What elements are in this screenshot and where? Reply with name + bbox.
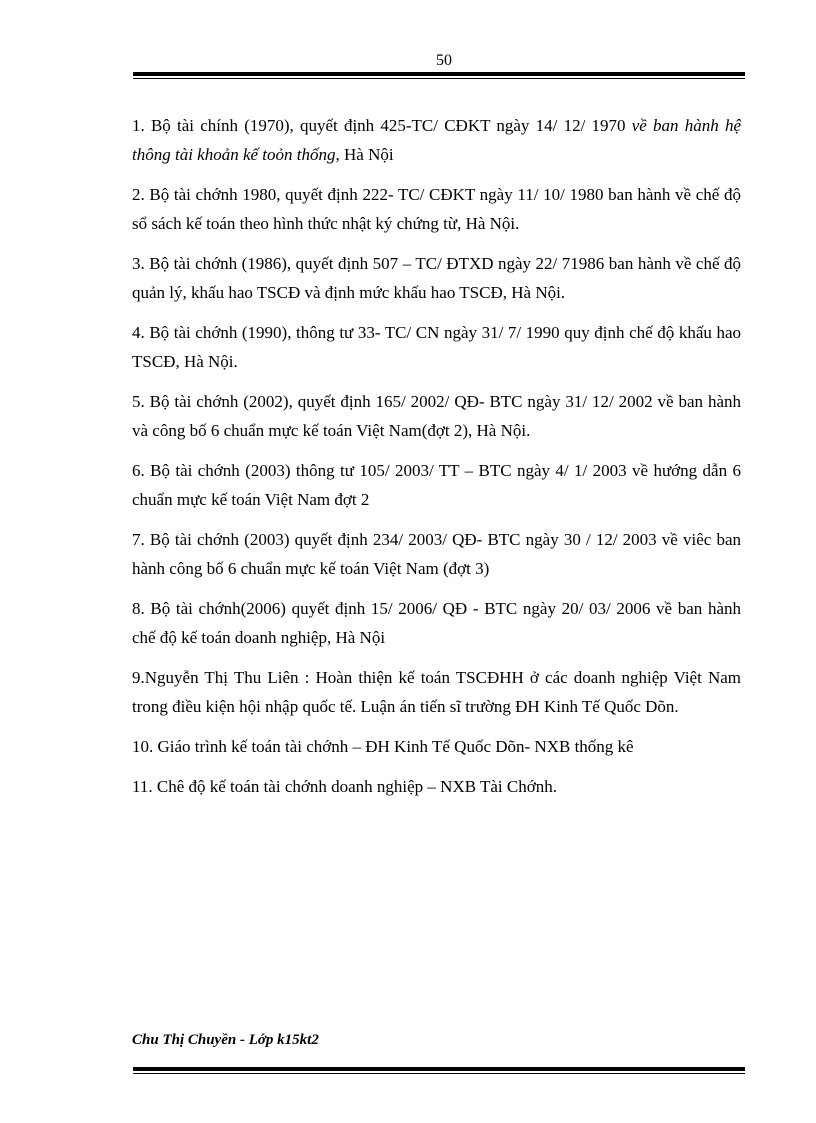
reference-text: Giáo trình kế toán tài chớnh – ĐH Kinh Tế Quốc Dõn- NXB thống kê: [153, 737, 634, 756]
reference-item: [132, 111, 741, 169]
reference-number: 5.: [132, 392, 145, 411]
reference-item: [132, 180, 741, 238]
reference-text: Bộ tài chớnh (1990), thông tư 33- TC/ CN ngày 31/ 7/ 1990 quy định chế độ khấu hao TSCĐ, Hà Nội.: [132, 323, 741, 371]
reference-item: [132, 387, 741, 445]
reference-text: Bộ tài chớnh (2003) thông tư 105/ 2003/ TT – BTC ngày 4/ 1/ 2003 về hướng dẫn 6 chuẩn mực kế toán Việt Nam đợt 2: [132, 461, 741, 509]
reference-text: Bộ tài chớnh(2006) quyết định 15/ 2006/ QĐ - BTC ngày 20/ 03/ 2006 về ban hành chế độ kế toán doanh nghiệp, Hà Nội: [132, 599, 741, 647]
reference-item: [132, 525, 741, 583]
reference-item: [132, 249, 741, 307]
reference-item: [132, 456, 741, 514]
reference-text: Bộ tài chớnh 1980, quyết định 222- TC/ CĐKT ngày 11/ 10/ 1980 ban hành về chế độ sổ sách kế toán theo hình thức nhật ký chứng từ, Hà Nội.: [132, 185, 741, 233]
reference-item: [132, 732, 741, 761]
reference-number: 4.: [132, 323, 145, 342]
reference-number: 8.: [132, 599, 145, 618]
reference-item: [132, 318, 741, 376]
reference-text: Nguyễn Thị Thu Liên : Hoàn thiện kế toán TSCĐHH ở các doanh nghiệp Việt Nam trong điều kiện hội nhập quốc tế. Luận án tiến sĩ trường ĐH Kinh Tế Quốc Dõn.: [132, 668, 741, 716]
reference-text: Bộ tài chớnh (2002), quyết định 165/ 2002/ QĐ- BTC ngày 31/ 12/ 2002 về ban hành và công bố 6 chuẩn mực kế toán Việt Nam(đợt 2), Hà Nội.: [132, 392, 741, 440]
reference-text: , Hà Nội: [335, 145, 394, 164]
reference-item: [132, 594, 741, 652]
reference-item: [132, 772, 741, 801]
header-rule: [133, 72, 745, 79]
reference-number: 6.: [132, 461, 145, 480]
reference-number: 1.: [132, 116, 145, 135]
reference-text: Chê độ kế toán tài chớnh doanh nghiệp – NXB Tài Chớnh.: [152, 777, 557, 796]
footer-rule: [133, 1067, 745, 1074]
reference-list: [132, 111, 741, 812]
reference-number: 3.: [132, 254, 145, 273]
page-number: 50: [436, 52, 452, 69]
reference-number: 2.: [132, 185, 145, 204]
reference-text: Bộ tài chớnh (2003) quyết định 234/ 2003/ QĐ- BTC ngày 30 / 12/ 2003 về viêc ban hành công bố 6 chuẩn mực kế toán Việt Nam (đợt 3): [132, 530, 741, 578]
footer-author: Chu Thị Chuyền - Lớp k15kt2: [132, 1032, 319, 1048]
reference-number: 7.: [132, 530, 145, 549]
reference-text: Bộ tài chớnh (1986), quyết định 507 – TC/ ĐTXD ngày 22/ 71986 ban hành về chế độ quản lý, khấu hao TSCĐ và định mức khấu hao TSCĐ, Hà Nội.: [132, 254, 741, 302]
reference-number: 11.: [132, 777, 153, 796]
reference-text: về ban hành hệ thông tài khoản kế toỏn thống: [132, 116, 742, 164]
reference-number: 9.: [132, 668, 145, 687]
reference-number: 10.: [132, 737, 154, 756]
reference-item: [132, 663, 741, 721]
reference-text: Bộ tài chính (1970), quyết định 425-TC/ CĐKT ngày 14/ 12/ 1970: [144, 116, 632, 135]
